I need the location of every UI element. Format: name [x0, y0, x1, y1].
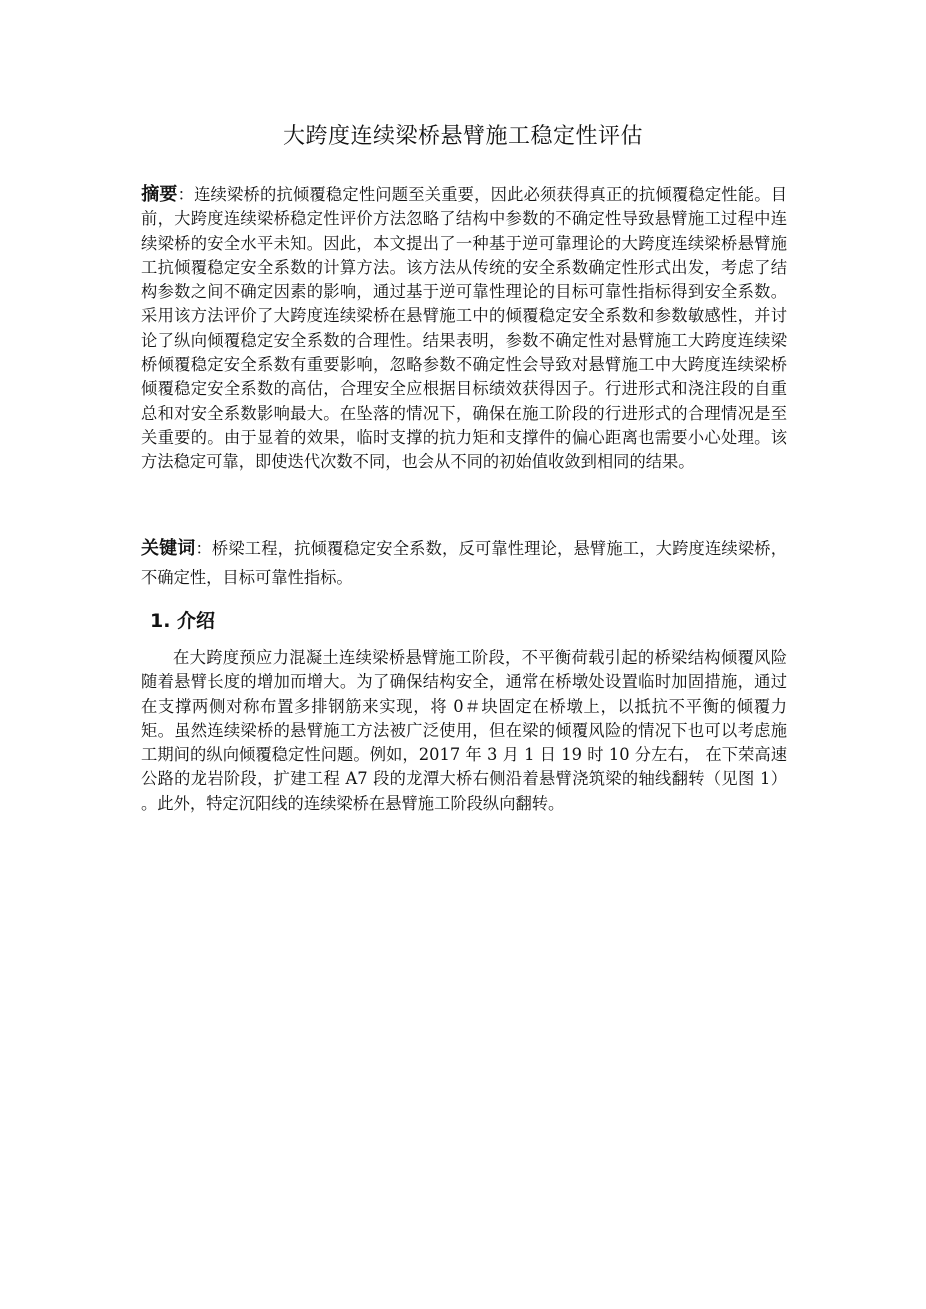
keywords-paragraph [141, 534, 787, 592]
paper-title: 大跨度连续梁桥悬臂施工稳定性评估 [282, 124, 643, 149]
keywords-label: 关键词 [141, 538, 196, 559]
abstract-label: 摘要 [141, 184, 178, 205]
section-heading-introduction: 1. 介绍 [150, 610, 216, 632]
keywords-text: ：桥梁工程，抗倾覆稳定安全系数，反可靠性理论，悬臂施工，大跨度连续梁桥，不确定性，目标可靠性指标。 [141, 539, 787, 587]
introduction-paragraph: 在大跨度预应力混凝土连续梁桥悬臂施工阶段，不平衡荷载引起的桥梁结构倾覆风险随着悬臂长度的增加而增大。为了确保结构安全，通常在桥墩处设置临时加固措施，通过在支撑两侧对称布置多排钢筋来实现，将 0＃块固定在桥墩上，以抵抗不平衡的倾覆力矩。虽然连续梁桥的悬臂施工方法被广泛使用，但在梁的倾覆风险的情况下也可以考虑施工期间的纵向倾覆稳定性问题。例如，2017 年 3 月 1 日 19 时 10 分左右， 在下荣高速公路的龙岩阶段，扩建工程 A7 段的龙潭大桥右侧沿着悬臂浇筑梁的轴线翻转（见图 1） 。此外，特定沉阳线的连续梁桥在悬臂施工阶段纵向翻转。 [141, 648, 787, 813]
abstract-paragraph [141, 170, 787, 475]
abstract-text: ：连续梁桥的抗倾覆稳定性问题至关重要，因此必须获得真正的抗倾覆稳定性能。目前，大跨度连续梁桥稳定性评价方法忽略了结构中参数的不确定性导致悬臂施工过程中连续梁桥的安全水平未知。因此，本文提出了一种基于逆可靠理论的大跨度连续梁桥悬臂施工抗倾覆稳定安全系数的计算方法。该方法从传统的安全系数确定性形式出发，考虑了结构参数之间不确定因素的影响，通过基于逆可靠性理论的目标可靠性指标得到安全系数。采用该方法评价了大跨度连续梁桥在悬臂施工中的倾覆稳定安全系数和参数敏感性，并讨论了纵向倾覆稳定安全系数的合理性。结果表明，参数不确定性对悬臂施工大跨度连续梁桥倾覆稳定安全系数有重要影响，忽略参数不确定性会导致对悬臂施工中大跨度连续梁桥倾覆稳定安全系数的高估，合理安全应根据目标绩效获得因子。行进形式和浇注段的自重总和对安全系数影响最大。在坠落的情况下，确保在施工阶段的行进形式的合理情况是至关重要的。由于显着的效果，临时支撑的抗力矩和支撑件的偏心距离也需要小心处理。该方法稳定可靠，即使迭代次数不同，也会从不同的初始值收敛到相同的结果。 [141, 185, 787, 472]
